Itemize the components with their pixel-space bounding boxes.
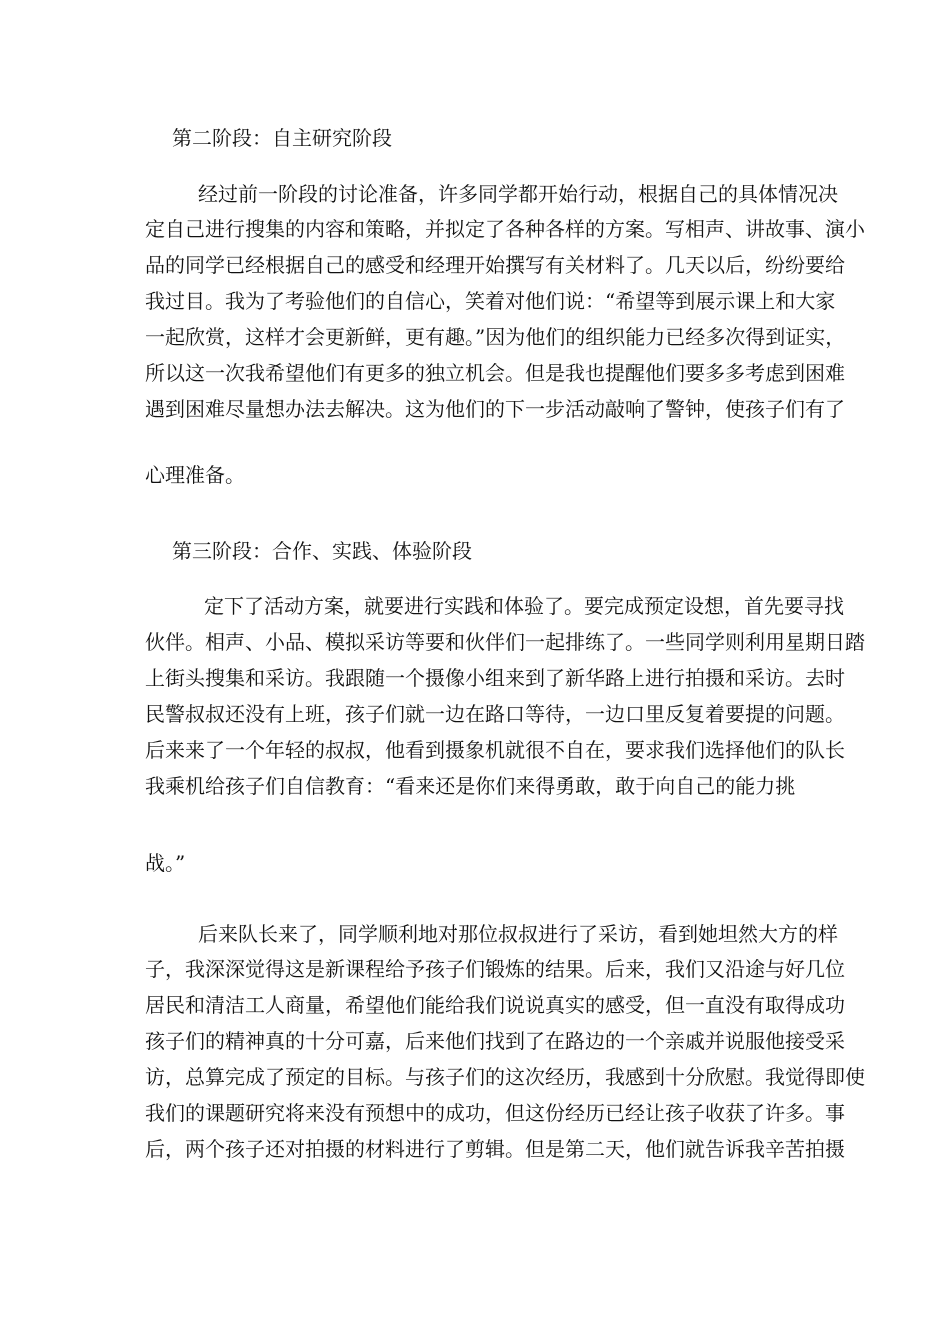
- paragraph-line: 品的同学已经根据自己的感受和经理开始撰写有关材料了。几天以后，纷纷要给: [145, 253, 845, 277]
- paragraph-line: 后来队长来了，同学顺利地对那位叔叔进行了采访，看到她坦然大方的样: [198, 922, 838, 946]
- paragraph-line: 经过前一阶段的讨论准备，许多同学都开始行动，根据自己的具体情况决: [198, 182, 838, 206]
- paragraph-line: 我过目。我为了考验他们的自信心，笑着对他们说：“希望等到展示课上和大家: [145, 289, 836, 313]
- paragraph-line: 子，我深深觉得这是新课程给予孩子们锻炼的结果。后来，我们又沿途与好几位: [145, 957, 845, 981]
- section-heading: 第二阶段：自主研究阶段: [172, 126, 392, 150]
- paragraph-line: 定下了活动方案，就要进行实践和体验了。要完成预定设想，首先要寻找: [204, 594, 844, 618]
- paragraph-line: 伙伴。相声、小品、模拟采访等要和伙伴们一起排练了。一些同学则利用星期日踏: [145, 630, 865, 654]
- paragraph-line: 居民和清洁工人商量，希望他们能给我们说说真实的感受，但一直没有取得成功: [145, 993, 845, 1017]
- paragraph-line: 遇到困难尽量想办法去解决。这为他们的下一步活动敲响了警钟，使孩子们有了: [145, 397, 845, 421]
- paragraph-line: 我们的课题研究将来没有预想中的成功，但这份经历已经让孩子收获了许多。事: [145, 1101, 845, 1125]
- paragraph-line: 战。”: [145, 851, 186, 875]
- paragraph-line: 心理准备。: [145, 463, 245, 487]
- section-heading: 第三阶段：合作、实践、体验阶段: [172, 539, 472, 563]
- paragraph-line: 一起欣赏，这样才会更新鲜，更有趣。”因为他们的组织能力已经多次得到证实，: [145, 325, 846, 349]
- paragraph-line: 孩子们的精神真的十分可嘉，后来他们找到了在路边的一个亲戚并说服他接受采: [145, 1029, 845, 1053]
- paragraph-line: 后，两个孩子还对拍摄的材料进行了剪辑。但是第二天，他们就告诉我辛苦拍摄: [145, 1137, 845, 1161]
- paragraph-line: 定自己进行搜集的内容和策略，并拟定了各种各样的方案。写相声、讲故事、演小: [145, 217, 865, 241]
- paragraph-line: 民警叔叔还没有上班，孩子们就一边在路口等待，一边口里反复着要提的问题。: [145, 702, 845, 726]
- paragraph-line: 所以这一次我希望他们有更多的独立机会。但是我也提醒他们要多多考虑到困难: [145, 361, 845, 385]
- paragraph-line: 我乘机给孩子们自信教育：“看来还是你们来得勇敢，敢于向自己的能力挑: [145, 774, 796, 798]
- paragraph-line: 后来来了一个年轻的叔叔，他看到摄象机就很不自在，要求我们选择他们的队长: [145, 738, 845, 762]
- paragraph-line: 访，总算完成了预定的目标。与孩子们的这次经历，我感到十分欣慰。我觉得即使: [145, 1065, 865, 1089]
- paragraph-line: 上街头搜集和采访。我跟随一个摄像小组来到了新华路上进行拍摄和采访。去时: [145, 666, 845, 690]
